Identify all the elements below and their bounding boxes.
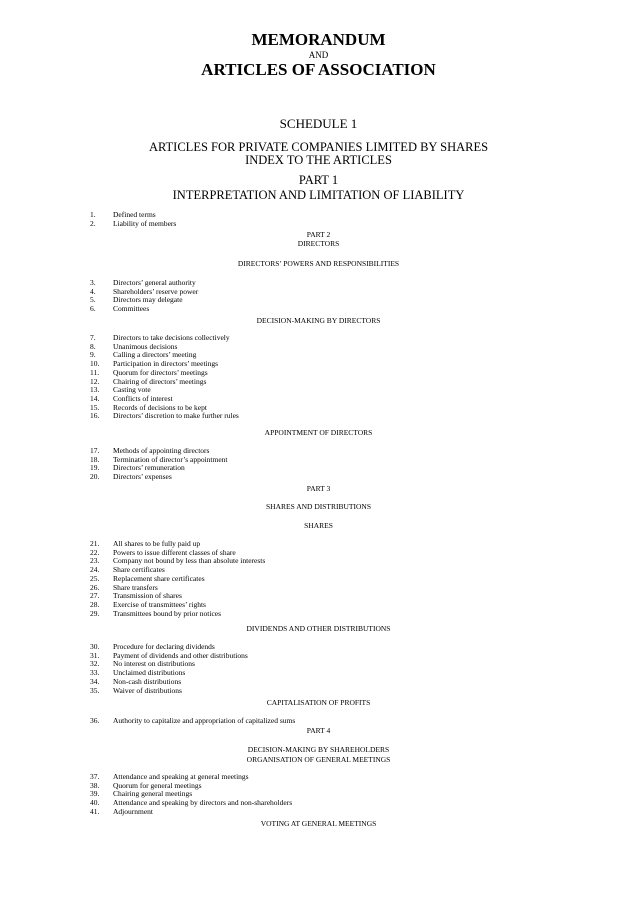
entry-number: 37.	[90, 772, 100, 781]
entry-text: Records of decisions to be kept	[113, 402, 207, 412]
entry-text: No interest on distributions	[113, 659, 195, 669]
entry-number: 23.	[90, 556, 100, 566]
entry-number: 33.	[90, 668, 100, 678]
shares-distributions-heading: SHARES AND DISTRIBUTIONS	[265, 502, 371, 511]
entry-text: Authority to capitalize and appropriation of capitalized sums	[113, 716, 296, 725]
interpretation-list	[90, 211, 176, 228]
schedule-heading: SCHEDULE 1	[279, 116, 358, 131]
entry-text: Non-cash distributions	[113, 676, 182, 686]
entry-text: Liability of members	[113, 218, 177, 228]
entry-number: 1.	[90, 210, 96, 219]
entry-number: 18.	[90, 454, 100, 464]
entry-number: 26.	[90, 582, 100, 592]
powers-heading: DIRECTORS’ POWERS AND RESPONSIBILITIES	[237, 259, 400, 268]
entry-number: 7.	[90, 333, 96, 342]
entry-text: Chairing of directors’ meetings	[113, 376, 207, 386]
entry-text: Adjournment	[113, 806, 153, 816]
entry-text: Procedure for declaring dividends	[113, 642, 215, 651]
entry-text: Transmittees bound by prior notices	[113, 608, 222, 618]
entry-number: 8.	[90, 341, 96, 351]
entry-text: Directors may delegate	[113, 295, 183, 305]
entry-text: Attendance and speaking by directors and non-shareholders	[113, 798, 293, 808]
entry-text: Casting vote	[113, 385, 151, 395]
entry-number: 29.	[90, 608, 100, 618]
entry-number: 6.	[90, 304, 96, 314]
entry-number: 31.	[90, 650, 100, 660]
entry-number: 13.	[90, 385, 100, 395]
index-entry	[90, 687, 248, 696]
title-memorandum: MEMORANDUM	[251, 30, 386, 49]
entry-text: Defined terms	[113, 210, 156, 219]
index-entry	[90, 610, 265, 619]
entry-text: Attendance and speaking at general meetings	[113, 772, 249, 781]
entry-text: Termination of director’s appointment	[113, 454, 228, 464]
entry-text: Replacement share certificates	[113, 573, 205, 583]
entry-text: Directors to take decisions collectively	[113, 333, 230, 342]
index-entry	[90, 473, 228, 482]
entry-text: Directors’ remuneration	[113, 463, 185, 473]
entry-number: 34.	[90, 676, 100, 686]
entry-text: Company not bound by less than absolute interests	[113, 556, 266, 566]
index-entry	[90, 717, 295, 726]
entry-text: Committees	[113, 304, 150, 314]
organisation-list	[90, 773, 292, 817]
index-heading-line2: INDEX TO THE ARTICLES	[245, 153, 392, 167]
entry-number: 22.	[90, 547, 100, 557]
entry-text: Quorum for directors’ meetings	[113, 367, 208, 377]
entry-number: 36.	[90, 716, 100, 725]
entry-text: Share transfers	[113, 582, 158, 592]
organisation-heading: ORGANISATION OF GENERAL MEETINGS	[246, 755, 391, 764]
decision-directors-list	[90, 334, 239, 421]
entry-text: Waiver of distributions	[113, 685, 182, 695]
title-and: AND	[308, 50, 329, 60]
part4-label: PART 4	[306, 726, 331, 735]
entry-number: 11.	[90, 367, 100, 377]
entry-text: Conflicts of interest	[113, 393, 173, 403]
dividends-heading: DIVIDENDS AND OTHER DISTRIBUTIONS	[246, 624, 391, 633]
entry-number: 19.	[90, 463, 100, 473]
part1-heading: INTERPRETATION AND LIMITATION OF LIABILITY	[172, 188, 465, 202]
entry-number: 21.	[90, 539, 100, 548]
entry-number: 39.	[90, 789, 100, 799]
entry-number: 27.	[90, 591, 100, 601]
shares-list	[90, 540, 265, 618]
entry-number: 24.	[90, 565, 100, 575]
voting-heading: VOTING AT GENERAL MEETINGS	[260, 819, 377, 828]
entry-text: Calling a directors’ meeting	[113, 350, 197, 360]
dividends-list	[90, 643, 248, 695]
entry-text: Directors’ expenses	[113, 472, 172, 482]
entry-number: 40.	[90, 798, 100, 808]
entry-text: Methods of appointing directors	[113, 446, 210, 455]
part3-label: PART 3	[306, 484, 331, 493]
entry-number: 20.	[90, 472, 100, 482]
decision-directors-heading: DECISION-MAKING BY DIRECTORS	[256, 316, 381, 325]
entry-text: Transmission of shares	[113, 591, 182, 601]
directors-heading: DIRECTORS	[297, 239, 340, 248]
entry-number: 35.	[90, 685, 100, 695]
entry-text: Exercise of transmittees’ rights	[113, 599, 206, 609]
part1-label: PART 1	[298, 173, 339, 187]
capitalisation-list	[90, 717, 295, 726]
entry-number: 10.	[90, 359, 100, 369]
entry-number: 38.	[90, 780, 100, 790]
entry-number: 25.	[90, 573, 100, 583]
index-entry	[90, 220, 176, 229]
index-entry	[90, 808, 292, 817]
entry-text: Shareholders’ reserve power	[113, 286, 199, 296]
entry-number: 32.	[90, 659, 100, 669]
entry-text: Participation in directors’ meetings	[113, 359, 219, 369]
capitalisation-heading: CAPITALISATION OF PROFITS	[266, 698, 371, 707]
entry-text: Chairing general meetings	[113, 789, 193, 799]
entry-text: Share certificates	[113, 565, 165, 575]
index-entry	[90, 305, 198, 314]
entry-text: Payment of dividends and other distributions	[113, 650, 248, 660]
index-entry	[90, 412, 239, 421]
entry-number: 5.	[90, 295, 96, 305]
entry-number: 2.	[90, 218, 96, 228]
shares-heading: SHARES	[304, 521, 333, 530]
entry-number: 9.	[90, 350, 96, 360]
entry-number: 28.	[90, 599, 100, 609]
entry-text: Unanimous decisions	[113, 341, 178, 351]
entry-text: Unclaimed distributions	[113, 668, 186, 678]
entry-number: 30.	[90, 642, 100, 651]
entry-text: Powers to issue different classes of share	[113, 547, 236, 557]
entry-text: Quorum for general meetings	[113, 780, 202, 790]
entry-text: Directors’ general authority	[113, 278, 196, 287]
part2-label: PART 2	[306, 230, 331, 239]
appointment-heading: APPOINTMENT OF DIRECTORS	[264, 428, 373, 437]
entry-number: 41.	[90, 806, 100, 816]
entry-number: 15.	[90, 402, 100, 412]
entry-number: 17.	[90, 446, 100, 455]
index-heading-line1: ARTICLES FOR PRIVATE COMPANIES LIMITED BY SHARES	[148, 140, 489, 154]
entry-number: 4.	[90, 286, 96, 296]
powers-list	[90, 279, 198, 314]
entry-number: 12.	[90, 376, 100, 386]
decision-shareholders-heading: DECISION-MAKING BY SHAREHOLDERS	[247, 745, 390, 754]
entry-text: All shares to be fully paid up	[113, 539, 201, 548]
entry-text: Directors’ discretion to make further rules	[113, 411, 239, 421]
appointment-list	[90, 447, 228, 482]
entry-number: 14.	[90, 393, 100, 403]
entry-number: 16.	[90, 411, 100, 421]
title-articles: ARTICLES OF ASSOCIATION	[201, 60, 436, 79]
entry-number: 3.	[90, 278, 96, 287]
